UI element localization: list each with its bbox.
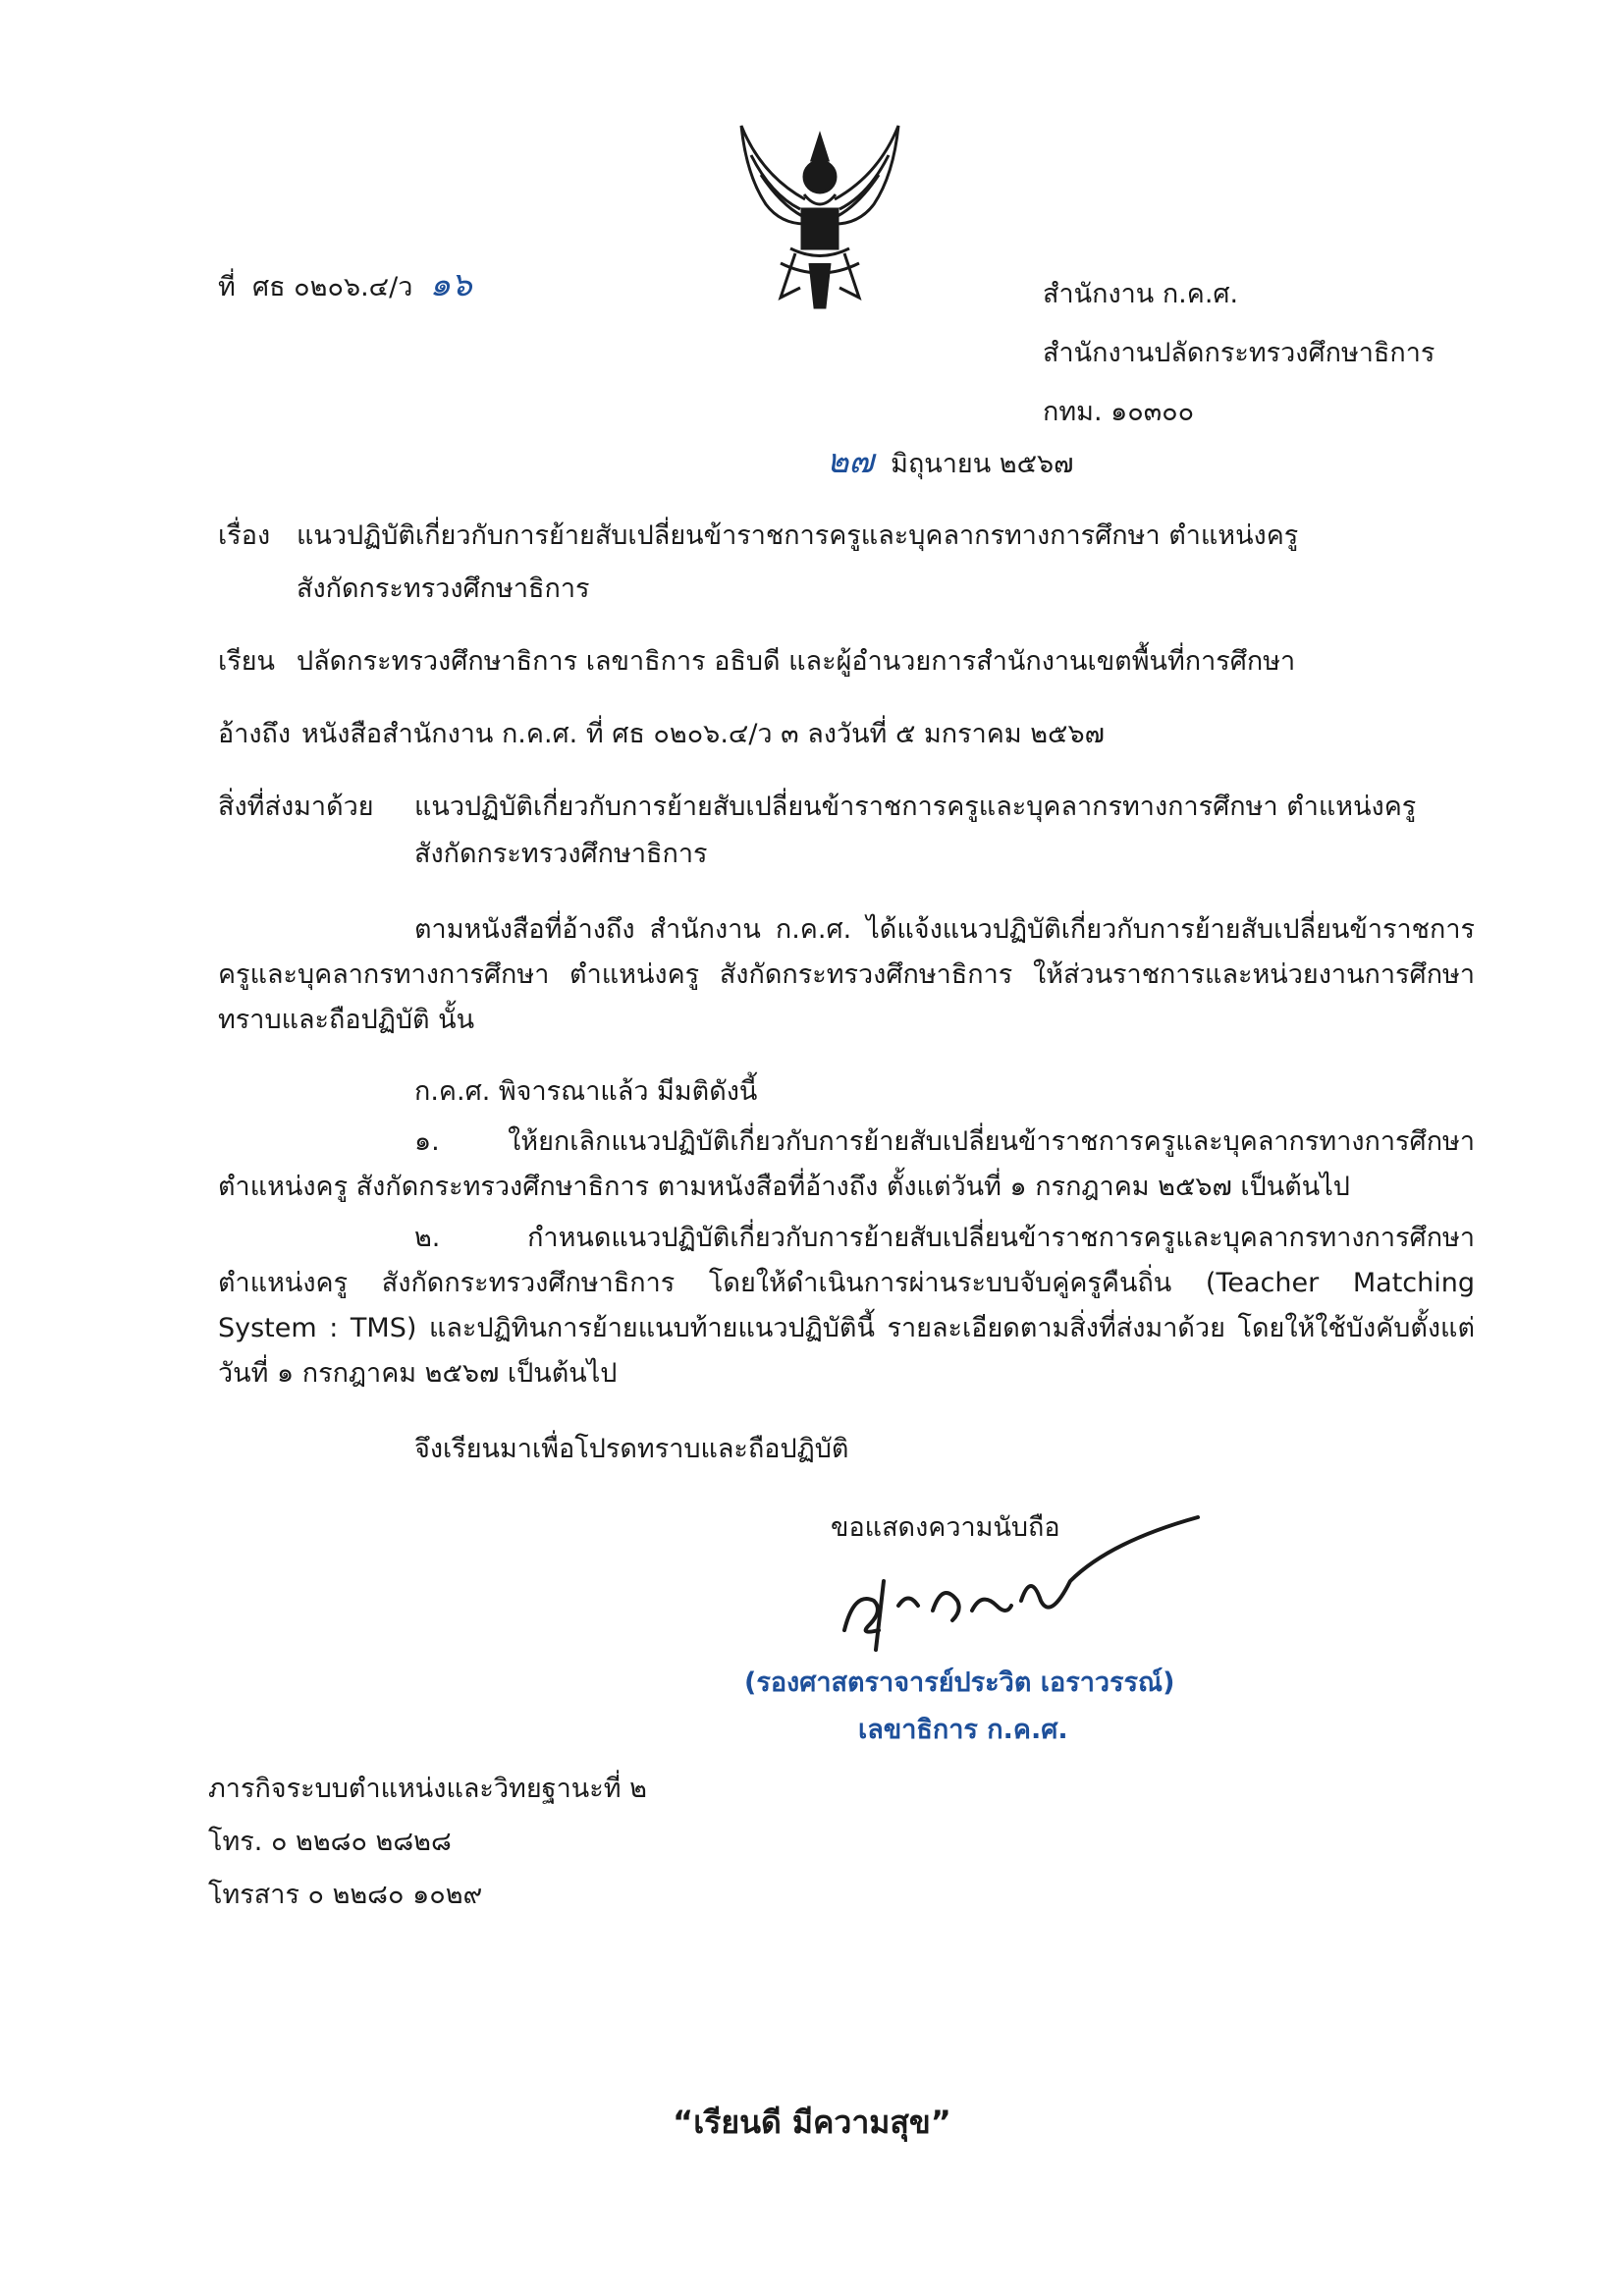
subject-line1: แนวปฏิบัติเกี่ยวกับการย้ายสับเปลี่ยนข้าราชการครูและบุคลากรทางการศึกษา ตำแหน่งครู xyxy=(297,520,1299,551)
letter-ref xyxy=(218,267,472,305)
subject-line2: สังกัดกระทรวงศึกษาธิการ xyxy=(297,574,590,604)
closing-line: จึงเรียนมาเพื่อโปรดทราบและถือปฏิบัติ xyxy=(414,1434,849,1464)
handwritten-signature xyxy=(785,1512,1218,1660)
office-line2: สำนักงานปลัดกระทรวงศึกษาธิการ xyxy=(1043,338,1435,368)
signatory-title: เลขาธิการ ก.ค.ศ. xyxy=(858,1715,1068,1745)
resolution-item-2: ๒. กำหนดแนวปฏิบัติเกี่ยวกับการย้ายสับเปลี่ยนข้าราชการครูและบุคลากรทางการศึกษา ตำแหน่งครู สังกัดกระทรวงศึกษาธิการ โดยให้ดำเนินการผ่านระบบจับคู่ครูคืนถิ่น (Teacher Matching System : TMS) และปฏิทินการย้ายแนบท้ายแนวปฏิบัตินี้ รายละเอียดตามสิ่งที่ส่งมาด้วย โดยให้ใช้บังคับตั้งแต่วันที่ ๑ กรกฎาคม ๒๕๖๗ เป็นต้นไป xyxy=(218,1223,1475,1389)
complimentary-close: ขอแสดงความนับถือ xyxy=(831,1512,1060,1543)
office-line3: กทม. ๑๐๓๐๐ xyxy=(1043,397,1195,427)
reference-text: หนังสือสำนักงาน ก.ค.ศ. ที่ ศธ ๐๒๐๖.๔/ว ๓ ลงวันที่ ๕ มกราคม ๒๕๖๗ xyxy=(301,719,1105,749)
enclosure-line2: สังกัดกระทรวงศึกษาธิการ xyxy=(414,839,708,869)
ref-number: ศธ ๐๒๐๖.๔/ว xyxy=(251,272,413,302)
letter-date xyxy=(827,444,1073,482)
footer-unit: ภารกิจระบบตำแหน่งและวิทยฐานะที่ ๒ xyxy=(208,1774,647,1804)
to-text: ปลัดกระทรวงศึกษาธิการ เลขาธิการ อธิบดี และผู้อำนวยการสำนักงานเขตพื้นที่การศึกษา xyxy=(297,646,1296,677)
footer-phone: โทร. ๐ ๒๒๘๐ ๒๘๒๘ xyxy=(208,1827,452,1857)
to-label: เรียน xyxy=(218,646,276,677)
garuda-emblem-icon xyxy=(722,116,918,312)
office-line1: สำนักงาน ก.ค.ศ. xyxy=(1043,279,1239,309)
enclosure-label: สิ่งที่ส่งมาด้วย xyxy=(218,792,374,822)
reference-label: อ้างถึง xyxy=(218,719,292,749)
body-paragraph-1: ตามหนังสือที่อ้างถึง สำนักงาน ก.ค.ศ. ได้แจ้งแนวปฏิบัติเกี่ยวกับการย้ายสับเปลี่ยนข้าราชการครูและบุคลากรทางการศึกษา ตำแหน่งครู สังกัดกระทรวงศึกษาธิการ ให้ส่วนราชการและหน่วยงานการศึกษาทราบและถือปฏิบัติ นั้น xyxy=(218,914,1475,1035)
date-day: ๒๗ xyxy=(827,442,874,481)
ref-label: ที่ xyxy=(218,272,236,302)
signatory-name: (รองศาสตราจารย์ประวิต เอราวรรณ์) xyxy=(744,1667,1175,1698)
footer-fax: โทรสาร ๐ ๒๒๘๐ ๑๐๒๙ xyxy=(208,1880,483,1910)
footer-motto: “เรียนดี มีความสุข” xyxy=(673,2104,951,2141)
subject-label: เรื่อง xyxy=(218,520,271,551)
resolution-item-1: ๑. ให้ยกเลิกแนวปฏิบัติเกี่ยวกับการย้ายสับเปลี่ยนข้าราชการครูและบุคลากรทางการศึกษา ตำแหน่งครู สังกัดกระทรวงศึกษาธิการ ตามหนังสือที่อ้างถึง ตั้งแต่วันที่ ๑ กรกฎาคม ๒๕๖๗ เป็นต้นไป xyxy=(218,1126,1475,1202)
enclosure-line1: แนวปฏิบัติเกี่ยวกับการย้ายสับเปลี่ยนข้าราชการครูและบุคลากรทางการศึกษา ตำแหน่งครู xyxy=(414,792,1417,822)
ref-handwritten-number: ๑๖ xyxy=(429,265,472,304)
date-month-year: มิถุนายน ๒๕๖๗ xyxy=(891,449,1074,479)
body-paragraph-2: ก.ค.ศ. พิจารณาแล้ว มีมติดังนี้ xyxy=(414,1076,758,1107)
